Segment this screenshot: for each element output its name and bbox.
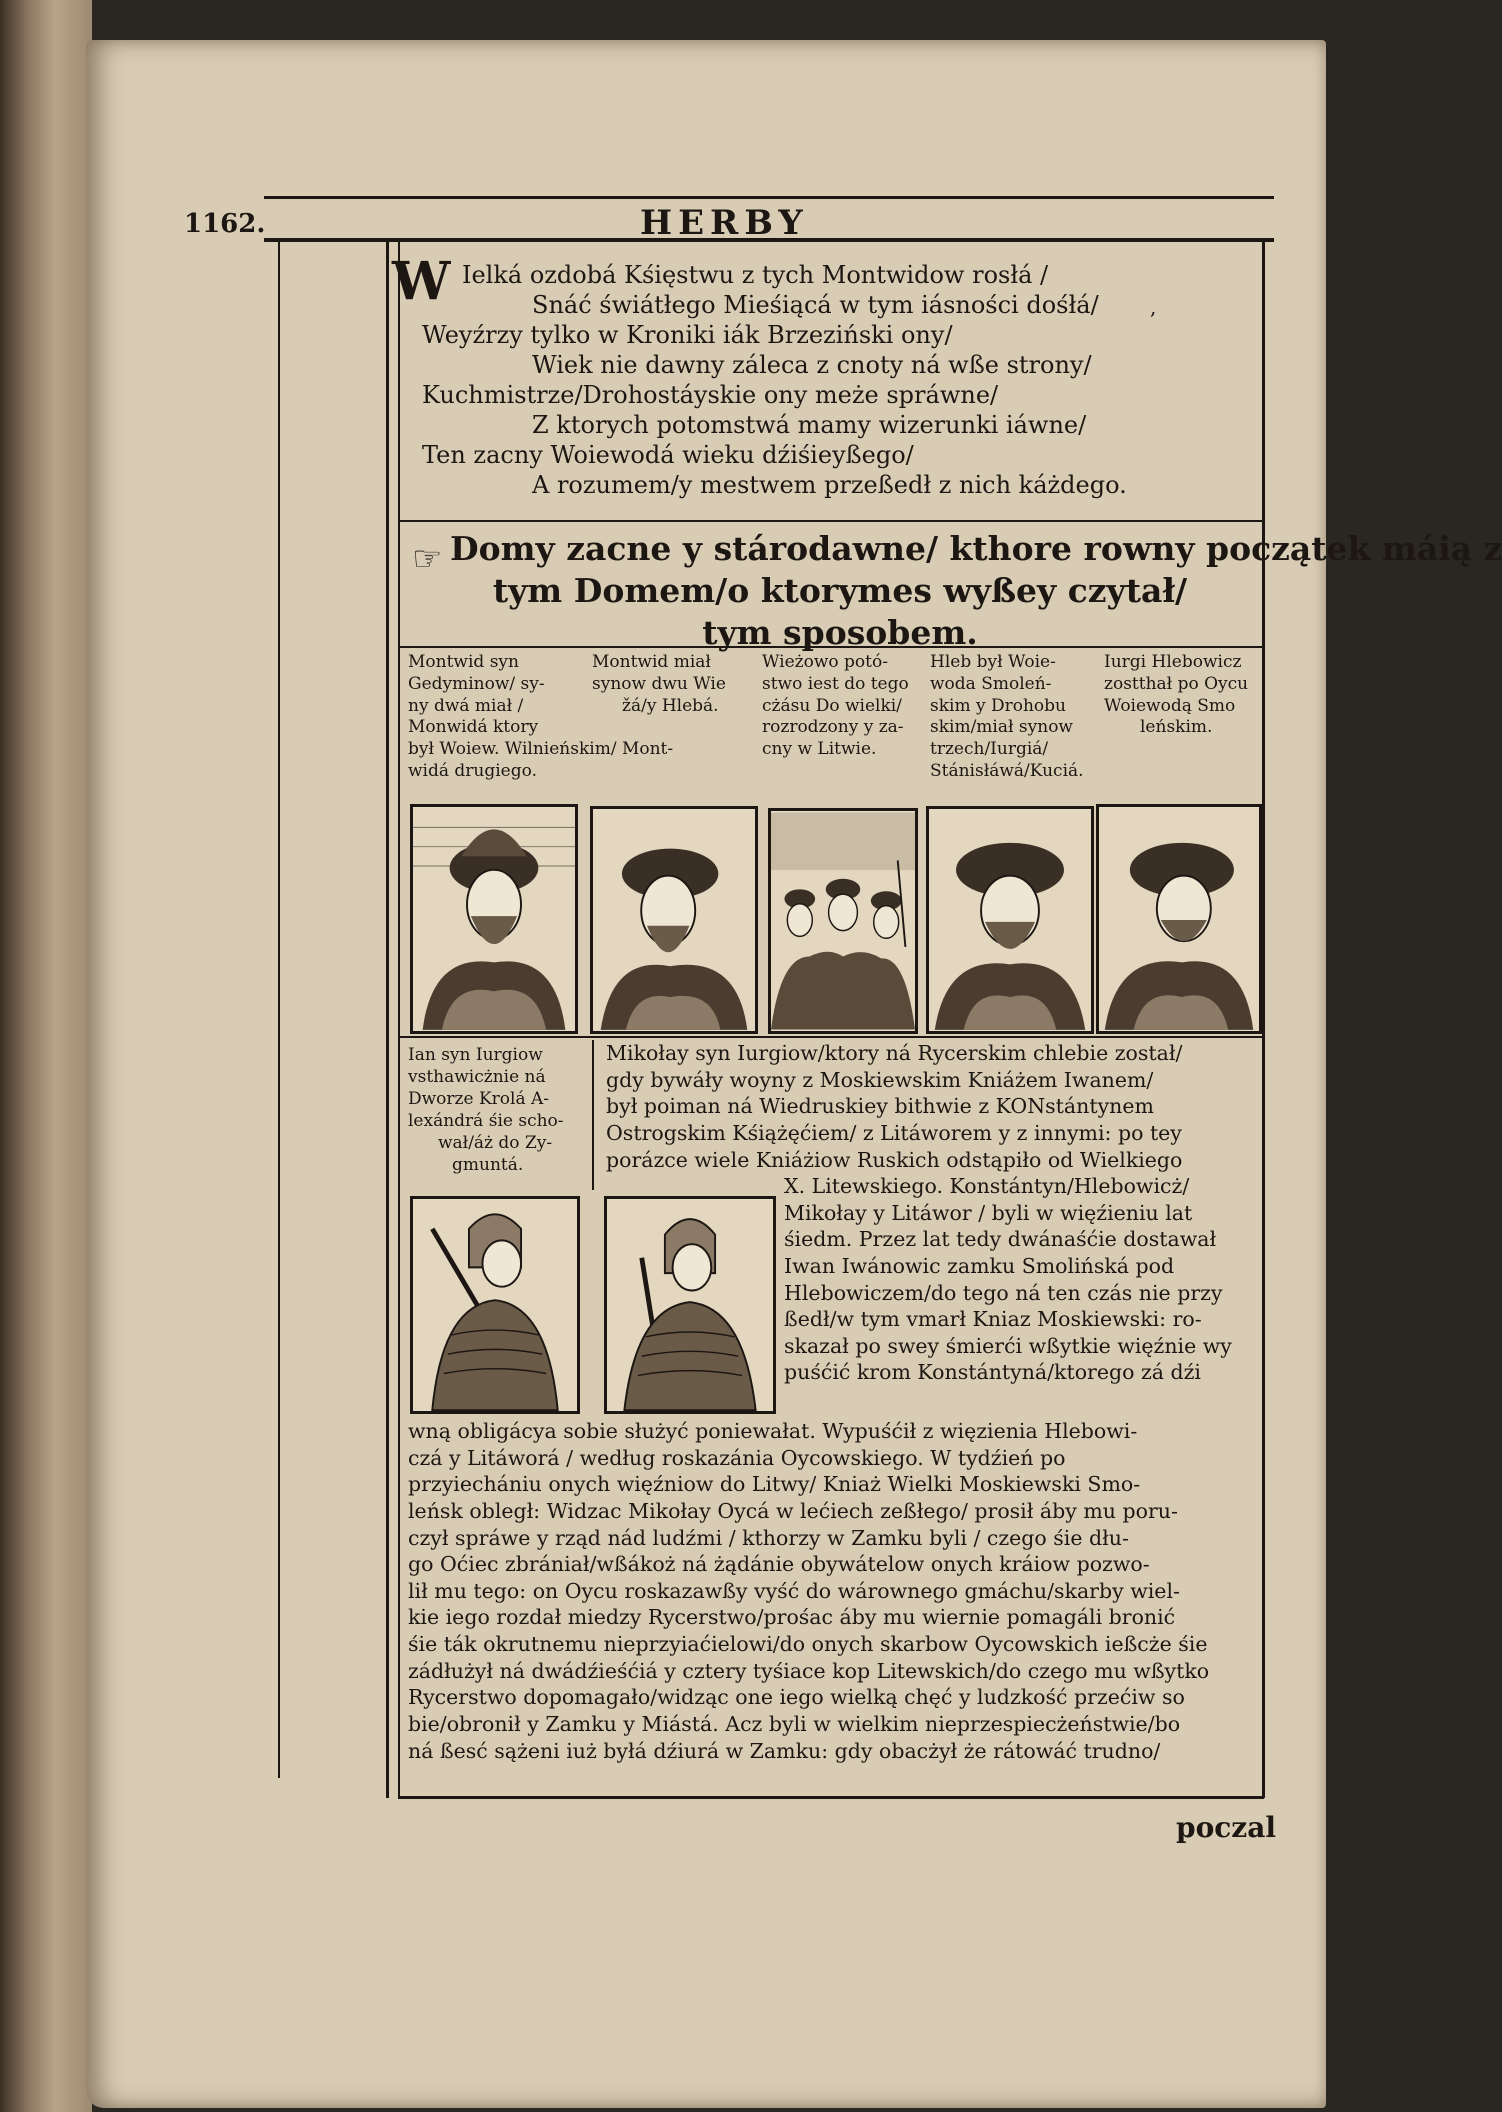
page-number: 1162. [184,209,266,239]
text-line: lił mu tego: on Oycu roskazawßy vyść do wárownego gmáchu/skarby wiel- [408,1578,1180,1603]
woodcut-portrait-icon [929,809,1091,1031]
text-line: X. Litewskiego. Konstántyn/Hlebowicż/ [784,1174,1190,1198]
text-line: Mikołay y Litáwor / byli w więźieniu lat [784,1200,1193,1225]
caption-line: Monwidá ktory [408,717,539,738]
caption-line: Dworze Krolá A- [408,1089,550,1110]
portrait-fur-hat-4 [1096,804,1262,1034]
caption-line: cżásu Do wielki/ [762,695,902,716]
text-line: kie iego rozdał miedzy Rycerstwo/prośac áby mu wiernie pomagáli bronić [408,1605,1176,1630]
text-line: czył spráwe y rząd nád ludźmi / kthorzy w Zamku byli / czego śie dłu- [408,1525,1129,1550]
caption-line: widá drugiego. [408,760,537,781]
caption-line: Woiewodą Smo [1104,695,1236,716]
ink-mark: , [1150,295,1157,319]
verse-line: Snáć świátłego Mieśiącá w tym iásności dośłá/ [532,291,1099,319]
verse-bottom-rule [398,520,1264,522]
caption-jan [408,1044,564,1177]
armored-knight-sword-1 [410,1196,580,1414]
caption-line: był Woiew. Wilnieńskim/ Mont- [408,739,674,759]
verse-line: Ten zacny Woiewodá wieku dźiśieyßego/ [422,441,914,469]
right-rule [1262,238,1265,1798]
bottom-rule [398,1796,1264,1799]
portrait-fur-hat-1 [410,804,578,1034]
woodcut-portrait-icon [593,809,755,1031]
text-line: śie ták okrutnemu nieprzyiaćielowi/do onych skarbow Oycowskich ießcże śie [408,1632,1208,1657]
text-line: skazał po swey śmierći wßytkie więźnie wy [784,1333,1232,1358]
text-line: porázce wiele Kniáżiow Ruskich odstąpiło od Wielkiego [606,1147,1183,1172]
verse-line: Z ktorych potomstwá mamy wizerunki iáwne/ [532,411,1087,439]
illustration-bottom-rule [398,1036,1264,1038]
caption-line: Montwid miał [592,652,711,672]
top-rule [264,196,1274,199]
caption-line: trzech/Iurgiá/ [930,739,1049,759]
caption-line: Ian syn Iurgiow [408,1045,543,1065]
text-line: przyiechániu onych więźniow do Litwy/ Kniaż Wielki Moskiewski Smo- [408,1472,1141,1497]
text-line: bie/obronił y Zamku y Miástá. Acz byli w wielkim nieprzespiecżeństwie/bo [408,1712,1181,1737]
caption-line: Wieżowo potó- [762,652,888,672]
armored-knight-sword-2 [604,1196,776,1414]
outer-left-rule [386,238,389,1798]
caption-line: Hleb był Woie- [930,652,1056,672]
text-line: Iwan Iwánowic zamku Smolińská pod [784,1253,1175,1278]
inner-left-rule [398,238,400,1798]
caption-line: ny dwá miał / [408,695,524,716]
caption-line: woda Smoleń- [930,673,1052,694]
mikolay-paragraph [606,1040,1182,1173]
caption-line: leńskim. [1140,717,1213,738]
caption-line: wał/áż do Zy- [438,1133,553,1154]
portrait-fur-hat-3 [926,806,1094,1034]
text-line: Hlebowiczem/do tego ná ten czás nie przy [784,1280,1223,1305]
verse-line: Wiek nie dawny záleca z cnoty ná wße strony/ [532,351,1092,379]
text-line: leńsk obległ: Widzac Mikołay Oycá w lećiech zeßłego/ prosił áby mu poru- [408,1498,1178,1523]
caption-line: rozrodzony y za- [762,717,904,738]
text-line: gdy bywáły woyny z Moskiewskim Kniáżem Iwanem/ [606,1067,1154,1092]
margin-rule [278,238,280,1778]
text-line: wną obligácya sobie służyć poniewałat. Wypuśćił z więzienia Hlebowi- [408,1419,1138,1443]
caption-line: Stánisłáwá/Kuciá. [930,760,1084,781]
caption-line: synow dwu Wie [592,673,726,694]
woodcut-knight-icon [413,1199,577,1411]
caption-line: stwo iest do tego [762,673,909,694]
group-of-figures [768,808,918,1034]
caption-montwid-sons [592,652,726,717]
verse-line: Ielká ozdobá Kśięstwu z tych Montwidow rosłá / [462,261,1049,289]
heading-line: tym Domem/o ktorymes wyßey czytał/ [492,571,1188,610]
woodcut-portrait-icon [1099,807,1259,1031]
running-head: HERBY [640,203,809,243]
caption-line: Montwid syn [408,652,519,672]
text-line: go Oćiec zbrániał/wßákoż ná żądánie obywátelow onych kráiow pozwo- [408,1552,1150,1577]
caption-line: skim/miał synow [930,717,1073,738]
main-paragraph [408,1418,1209,1764]
verse-line: A rozumem/y mestwem przeßedł z nich káżdego. [532,471,1127,499]
verse-line: Kuchmistrze/Drohostáyskie ony meże spráwne/ [422,381,999,409]
text-line: zádłużył ná dwádźieśćiá y cztery tyśiace kop Litewskich/do czego mu wßytko [408,1658,1210,1683]
caption-line: lexándrá śie scho- [408,1111,564,1132]
verse-line: Weyźrzy tylko w Kroniki iák Brzeziński ony/ [422,321,953,349]
caption-line: Iurgi Hlebowicz [1104,652,1242,672]
woodcut-knight-icon [607,1199,773,1411]
jan-caption-divider [592,1040,594,1190]
heading-line: tym sposobem. [702,613,978,652]
caption-line: zostthał po Oycu [1104,673,1249,694]
caption-line: skim y Drohobu [930,695,1066,716]
woodcut-group-icon [771,811,915,1031]
caption-line: cny w Litwie. [762,739,877,759]
text-line: Ostrogskim Kśiążęćiem/ z Litáworem y z innymi: po tey [606,1120,1182,1145]
caption-iurgi [1104,652,1248,739]
woodcut-portrait-icon [413,807,575,1031]
text-line: ßedł/w tym vmarł Kniaz Moskiewski: ro- [784,1307,1202,1332]
text-line: był poiman ná Wiedruskiey bithwie z KONstántynem [606,1094,1154,1119]
drop-cap: W [392,251,451,312]
caption-line: žá/y Hlebá. [622,695,719,716]
pointing-hand-icon: ☞ [412,539,443,579]
caption-line: vsthawicżnie ná [408,1067,546,1088]
text-line: ná ßesć sążeni iuż byłá dźiurá w Zamku: gdy obacżył że rátowáć trudno/ [408,1738,1161,1763]
book-page-edge [0,0,92,2112]
text-line: Mikołay syn Iurgiow/ktory ná Rycerskim chlebie został/ [606,1041,1183,1065]
heading-line: Domy zacne y stárodawne/ kthore rowny początek máią z [450,529,1502,568]
text-line: czá y Litáworá / według roskazánia Oycowskiego. W tydźień po [408,1445,1066,1470]
mikolay-paragraph-narrow [784,1173,1232,1386]
caption-wiezowo [762,652,909,761]
text-line: Rycerstwo dopomagało/widząc one iego wielką chęć y ludzkość przećiw so [408,1685,1185,1710]
text-line: śiedm. Przez lat tedy dwánaśćie dostawał [784,1227,1217,1252]
caption-hleb [930,652,1084,783]
catchword: poczal [1176,1811,1276,1844]
caption-line: gmuntá. [452,1155,524,1176]
portrait-fur-hat-2 [590,806,758,1034]
text-line: puśćić krom Konstántyná/ktorego zá dźi [784,1360,1201,1385]
caption-line: Gedyminow/ sy- [408,673,545,694]
